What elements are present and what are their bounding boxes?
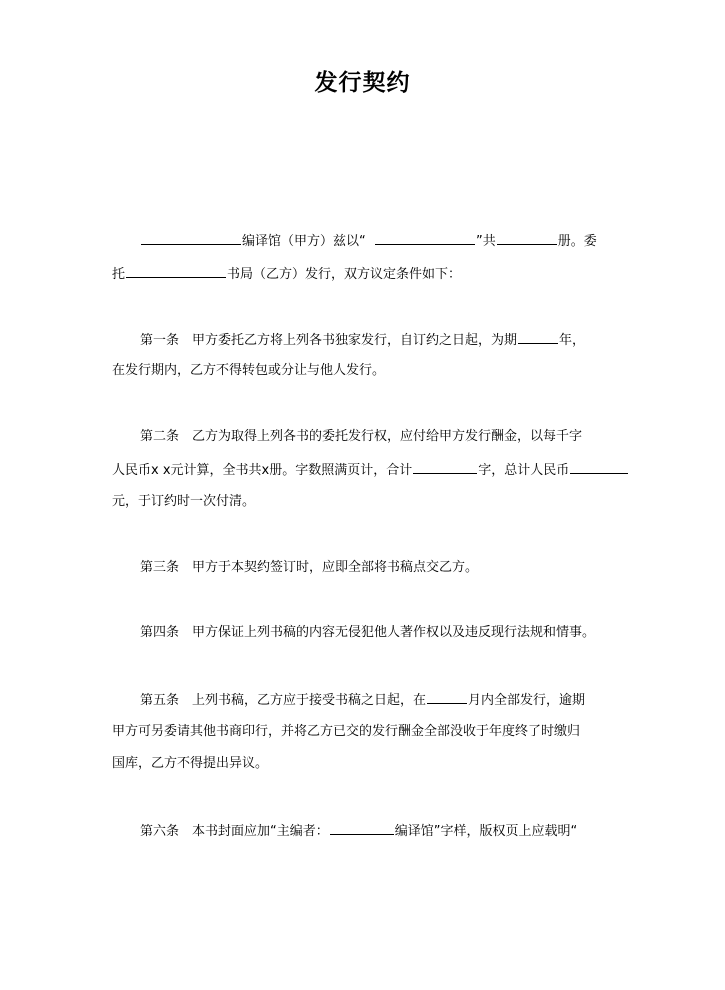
intro-line-2	[112, 265, 461, 283]
blank-field	[413, 461, 477, 474]
intro-text: 书局（乙方）发行，双方议定条件如下：	[227, 267, 462, 282]
article-3-line-1: 第三条 甲方于本契约签订时，应即全部将书稿点交乙方。	[140, 560, 479, 575]
article-5-line-3: 国库，乙方不得提出异议。	[112, 756, 269, 771]
blank-field	[497, 232, 557, 245]
intro-text: 册。委	[557, 234, 597, 249]
article-2-line-3: 元，于订约时一次付清。	[112, 494, 256, 509]
article-text: 第一条 甲方委托乙方将上列各书独家发行，自订约之日起，为期	[140, 333, 518, 348]
blank-field	[427, 691, 467, 704]
article-text: 编译馆”字样，版权页上应载明“	[394, 824, 578, 839]
article-text: 字，总计人民币	[478, 463, 570, 478]
blank-field	[570, 461, 628, 474]
blank-field	[375, 232, 475, 245]
article-5-line-2: 甲方可另委请其他书商印行，并将乙方已交的发行酬金全部没收于年度终了时缴归	[112, 724, 581, 739]
intro-text: ”共	[476, 234, 496, 249]
article-text: 月内全部发行，逾期	[468, 693, 586, 708]
article-text: 年，	[559, 333, 586, 348]
page-title: 发行契约	[314, 70, 411, 96]
article-text: 人民币x x元计算，全书共x册。字数照满页计，合计	[112, 463, 413, 478]
article-2-line-2	[112, 461, 629, 479]
article-1-line-1	[140, 331, 585, 349]
blank-field	[141, 232, 241, 245]
blank-field	[330, 822, 394, 835]
blank-field	[126, 265, 226, 278]
article-4-line-1: 第四条 甲方保证上列书稿的内容无侵犯他人著作权以及违反现行法规和情事。	[140, 625, 596, 640]
article-text: 第五条 上列书稿，乙方应于接受书稿之日起，在	[140, 693, 427, 708]
blank-field	[518, 331, 558, 344]
article-text: 第六条 本书封面应加“主编者：	[140, 824, 329, 839]
intro-text: 托	[112, 267, 126, 282]
intro-line-1	[140, 232, 597, 250]
article-6-line-1	[140, 822, 577, 840]
article-5-line-1	[140, 691, 585, 709]
intro-text: 编译馆（甲方）兹以“	[242, 234, 366, 249]
article-2-line-1: 第二条 乙方为取得上列各书的委托发行权，应付给甲方发行酬金，以每千字	[140, 429, 583, 444]
article-1-line-2: 在发行期内，乙方不得转包或分让与他人发行。	[112, 363, 386, 378]
